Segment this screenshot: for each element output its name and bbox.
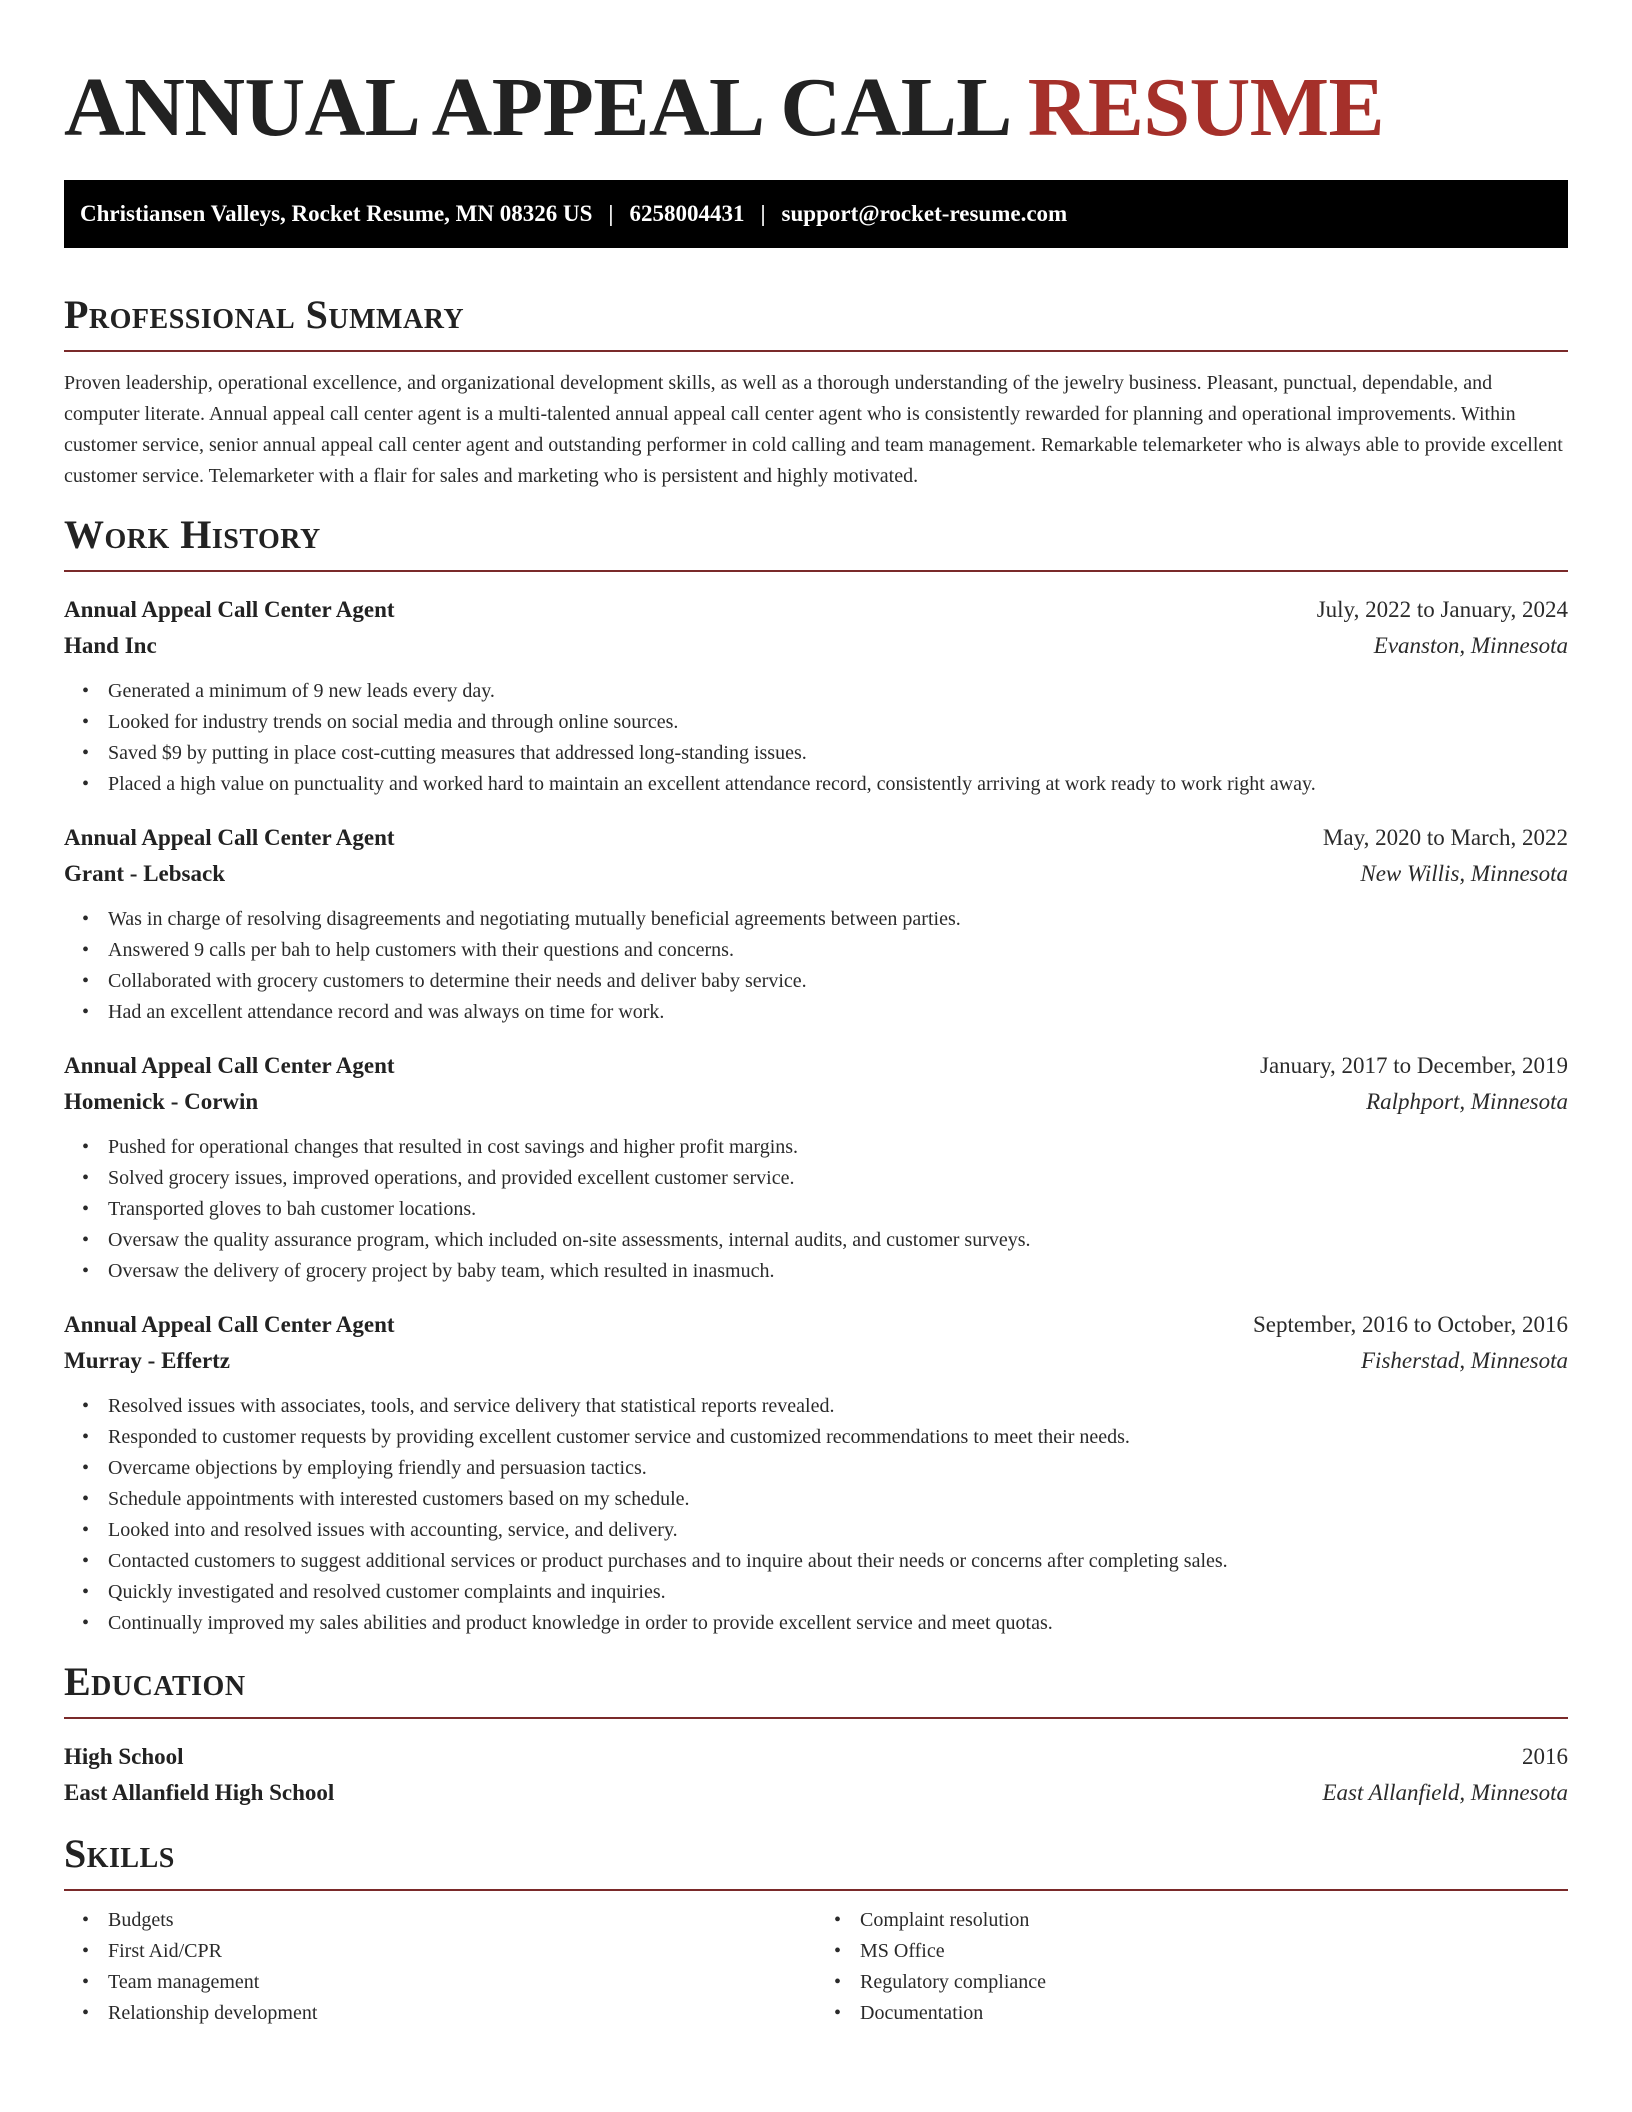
education-degree: High School bbox=[64, 1744, 184, 1769]
job-bullet: • Saved $9 by putting in place cost-cutting measures that addressed long-standing issues. bbox=[82, 738, 1568, 769]
contact-separator: | bbox=[608, 201, 614, 226]
skill-item: • First Aid/CPR bbox=[82, 1936, 816, 1967]
job-dates: May, 2020 to March, 2022 bbox=[1322, 825, 1568, 850]
skill-item: • Complaint resolution bbox=[834, 1905, 1568, 1936]
education-year: 2016 bbox=[1522, 1744, 1568, 1769]
section-title-summary: Professional Summary bbox=[64, 292, 465, 337]
job-company: Hand Inc bbox=[64, 633, 157, 658]
section-divider bbox=[64, 1717, 1568, 1719]
job-entry bbox=[64, 820, 1568, 1028]
skill-item: • Documentation bbox=[834, 1998, 1568, 2029]
skill-item: • Budgets bbox=[82, 1905, 816, 1936]
name-first: ANNUAL APPEAL CALL bbox=[64, 61, 1008, 154]
job-title: Annual Appeal Call Center Agent bbox=[64, 597, 395, 622]
section-divider bbox=[64, 1889, 1568, 1891]
job-company: Grant - Lebsack bbox=[64, 861, 225, 886]
job-bullet: • Quickly investigated and resolved customer complaints and inquiries. bbox=[82, 1577, 1568, 1608]
job-bullet: • Collaborated with grocery customers to determine their needs and deliver baby service. bbox=[82, 966, 1568, 997]
skills-list-right bbox=[816, 1905, 1568, 2029]
job-bullet: • Contacted customers to suggest additional services or product purchases and to inquire about their needs or concerns after completing sales. bbox=[82, 1546, 1568, 1577]
job-location: New Willis, Minnesota bbox=[1360, 861, 1568, 886]
job-list bbox=[64, 592, 1568, 1639]
job-entry bbox=[64, 1048, 1568, 1287]
skills-section bbox=[64, 1833, 1568, 2029]
section-divider bbox=[64, 570, 1568, 572]
job-entry bbox=[64, 1307, 1568, 1639]
summary-text: Proven leadership, operational excellence, and organizational development skills, as well as a thorough understanding of the jewelry business. Pleasant, punctual, dependable, and computer literate. Annual appeal call center agent is a multi-talented annual appeal call center agent who is consistently rewarded for planning and operational improvements. Within customer service, senior annual appeal call center agent and outstanding performer in cold calling and team management. Remarkable telemarketer who is always able to provide excellent customer service. Telemarketer with a flair for sales and marketing who is persistent and highly motivated. bbox=[64, 372, 1563, 487]
job-bullet: • Solved grocery issues, improved operations, and provided excellent customer service. bbox=[82, 1163, 1568, 1194]
education-section bbox=[64, 1661, 1568, 1811]
contact-email: support@rocket-resume.com bbox=[781, 201, 1068, 226]
job-bullet: • Resolved issues with associates, tools, and service delivery that statistical reports revealed. bbox=[82, 1391, 1568, 1422]
job-bullet-list bbox=[64, 1132, 1568, 1287]
job-bullet-list bbox=[64, 676, 1568, 800]
job-dates: January, 2017 to December, 2019 bbox=[1260, 1053, 1568, 1078]
job-dates: September, 2016 to October, 2016 bbox=[1253, 1312, 1568, 1337]
job-bullet: • Had an excellent attendance record and was always on time for work. bbox=[82, 997, 1568, 1028]
skill-item: • Regulatory compliance bbox=[834, 1967, 1568, 1998]
education-entry bbox=[64, 1739, 1568, 1811]
job-title: Annual Appeal Call Center Agent bbox=[64, 825, 395, 850]
job-location: Fisherstad, Minnesota bbox=[1361, 1348, 1568, 1373]
job-bullet: • Schedule appointments with interested customers based on my schedule. bbox=[82, 1484, 1568, 1515]
skills-columns bbox=[64, 1905, 1568, 2029]
education-school: East Allanfield High School bbox=[64, 1780, 335, 1805]
contact-phone: 6258004431 bbox=[629, 201, 745, 226]
job-bullet: • Responded to customer requests by providing excellent customer service and customized recommendations to meet their needs. bbox=[82, 1422, 1568, 1453]
job-bullet: • Looked for industry trends on social media and through online sources. bbox=[82, 707, 1568, 738]
contact-bar bbox=[64, 180, 1568, 248]
job-title: Annual Appeal Call Center Agent bbox=[64, 1312, 395, 1337]
job-bullet: • Generated a minimum of 9 new leads every day. bbox=[82, 676, 1568, 707]
work-history-section bbox=[64, 514, 1568, 1639]
section-title-skills: Skills bbox=[64, 1831, 175, 1876]
job-bullet: • Answered 9 calls per bah to help customers with their questions and concerns. bbox=[82, 935, 1568, 966]
job-bullet: • Overcame objections by employing friendly and persuasion tactics. bbox=[82, 1453, 1568, 1484]
skill-item: • Team management bbox=[82, 1967, 816, 1998]
summary-section bbox=[64, 294, 1568, 492]
skill-item: • MS Office bbox=[834, 1936, 1568, 1967]
job-bullet-list bbox=[64, 1391, 1568, 1639]
skill-item: • Relationship development bbox=[82, 1998, 816, 2029]
job-location: Evanston, Minnesota bbox=[1373, 633, 1568, 658]
resume-name bbox=[64, 61, 1568, 154]
skills-list-left bbox=[64, 1905, 816, 2029]
job-dates: July, 2022 to January, 2024 bbox=[1316, 597, 1568, 622]
job-bullet: • Was in charge of resolving disagreements and negotiating mutually beneficial agreements between parties. bbox=[82, 904, 1568, 935]
section-title-education: Education bbox=[64, 1659, 246, 1704]
education-location: East Allanfield, Minnesota bbox=[1322, 1780, 1568, 1805]
job-bullet: • Transported gloves to bah customer locations. bbox=[82, 1194, 1568, 1225]
section-title-work-history: Work History bbox=[64, 512, 321, 557]
contact-separator: | bbox=[760, 201, 766, 226]
job-location: Ralphport, Minnesota bbox=[1366, 1089, 1568, 1114]
job-bullet-list bbox=[64, 904, 1568, 1028]
job-title: Annual Appeal Call Center Agent bbox=[64, 1053, 395, 1078]
job-bullet: • Pushed for operational changes that resulted in cost savings and higher profit margins. bbox=[82, 1132, 1568, 1163]
job-entry bbox=[64, 592, 1568, 800]
job-bullet: • Placed a high value on punctuality and worked hard to maintain an excellent attendance record, consistently arriving at work ready to work right away. bbox=[82, 769, 1568, 800]
job-bullet: • Oversaw the quality assurance program, which included on-site assessments, internal audits, and customer surveys. bbox=[82, 1225, 1568, 1256]
job-bullet: • Oversaw the delivery of grocery project by baby team, which resulted in inasmuch. bbox=[82, 1256, 1568, 1287]
job-company: Homenick - Corwin bbox=[64, 1089, 259, 1114]
job-company: Murray - Effertz bbox=[64, 1348, 231, 1373]
job-bullet: • Looked into and resolved issues with accounting, service, and delivery. bbox=[82, 1515, 1568, 1546]
job-bullet: • Continually improved my sales abilities and product knowledge in order to provide excellent service and meet quotas. bbox=[82, 1608, 1568, 1639]
name-last: RESUME bbox=[1027, 61, 1385, 154]
section-divider bbox=[64, 350, 1568, 352]
contact-address: Christiansen Valleys, Rocket Resume, MN 08326 US bbox=[80, 201, 593, 226]
